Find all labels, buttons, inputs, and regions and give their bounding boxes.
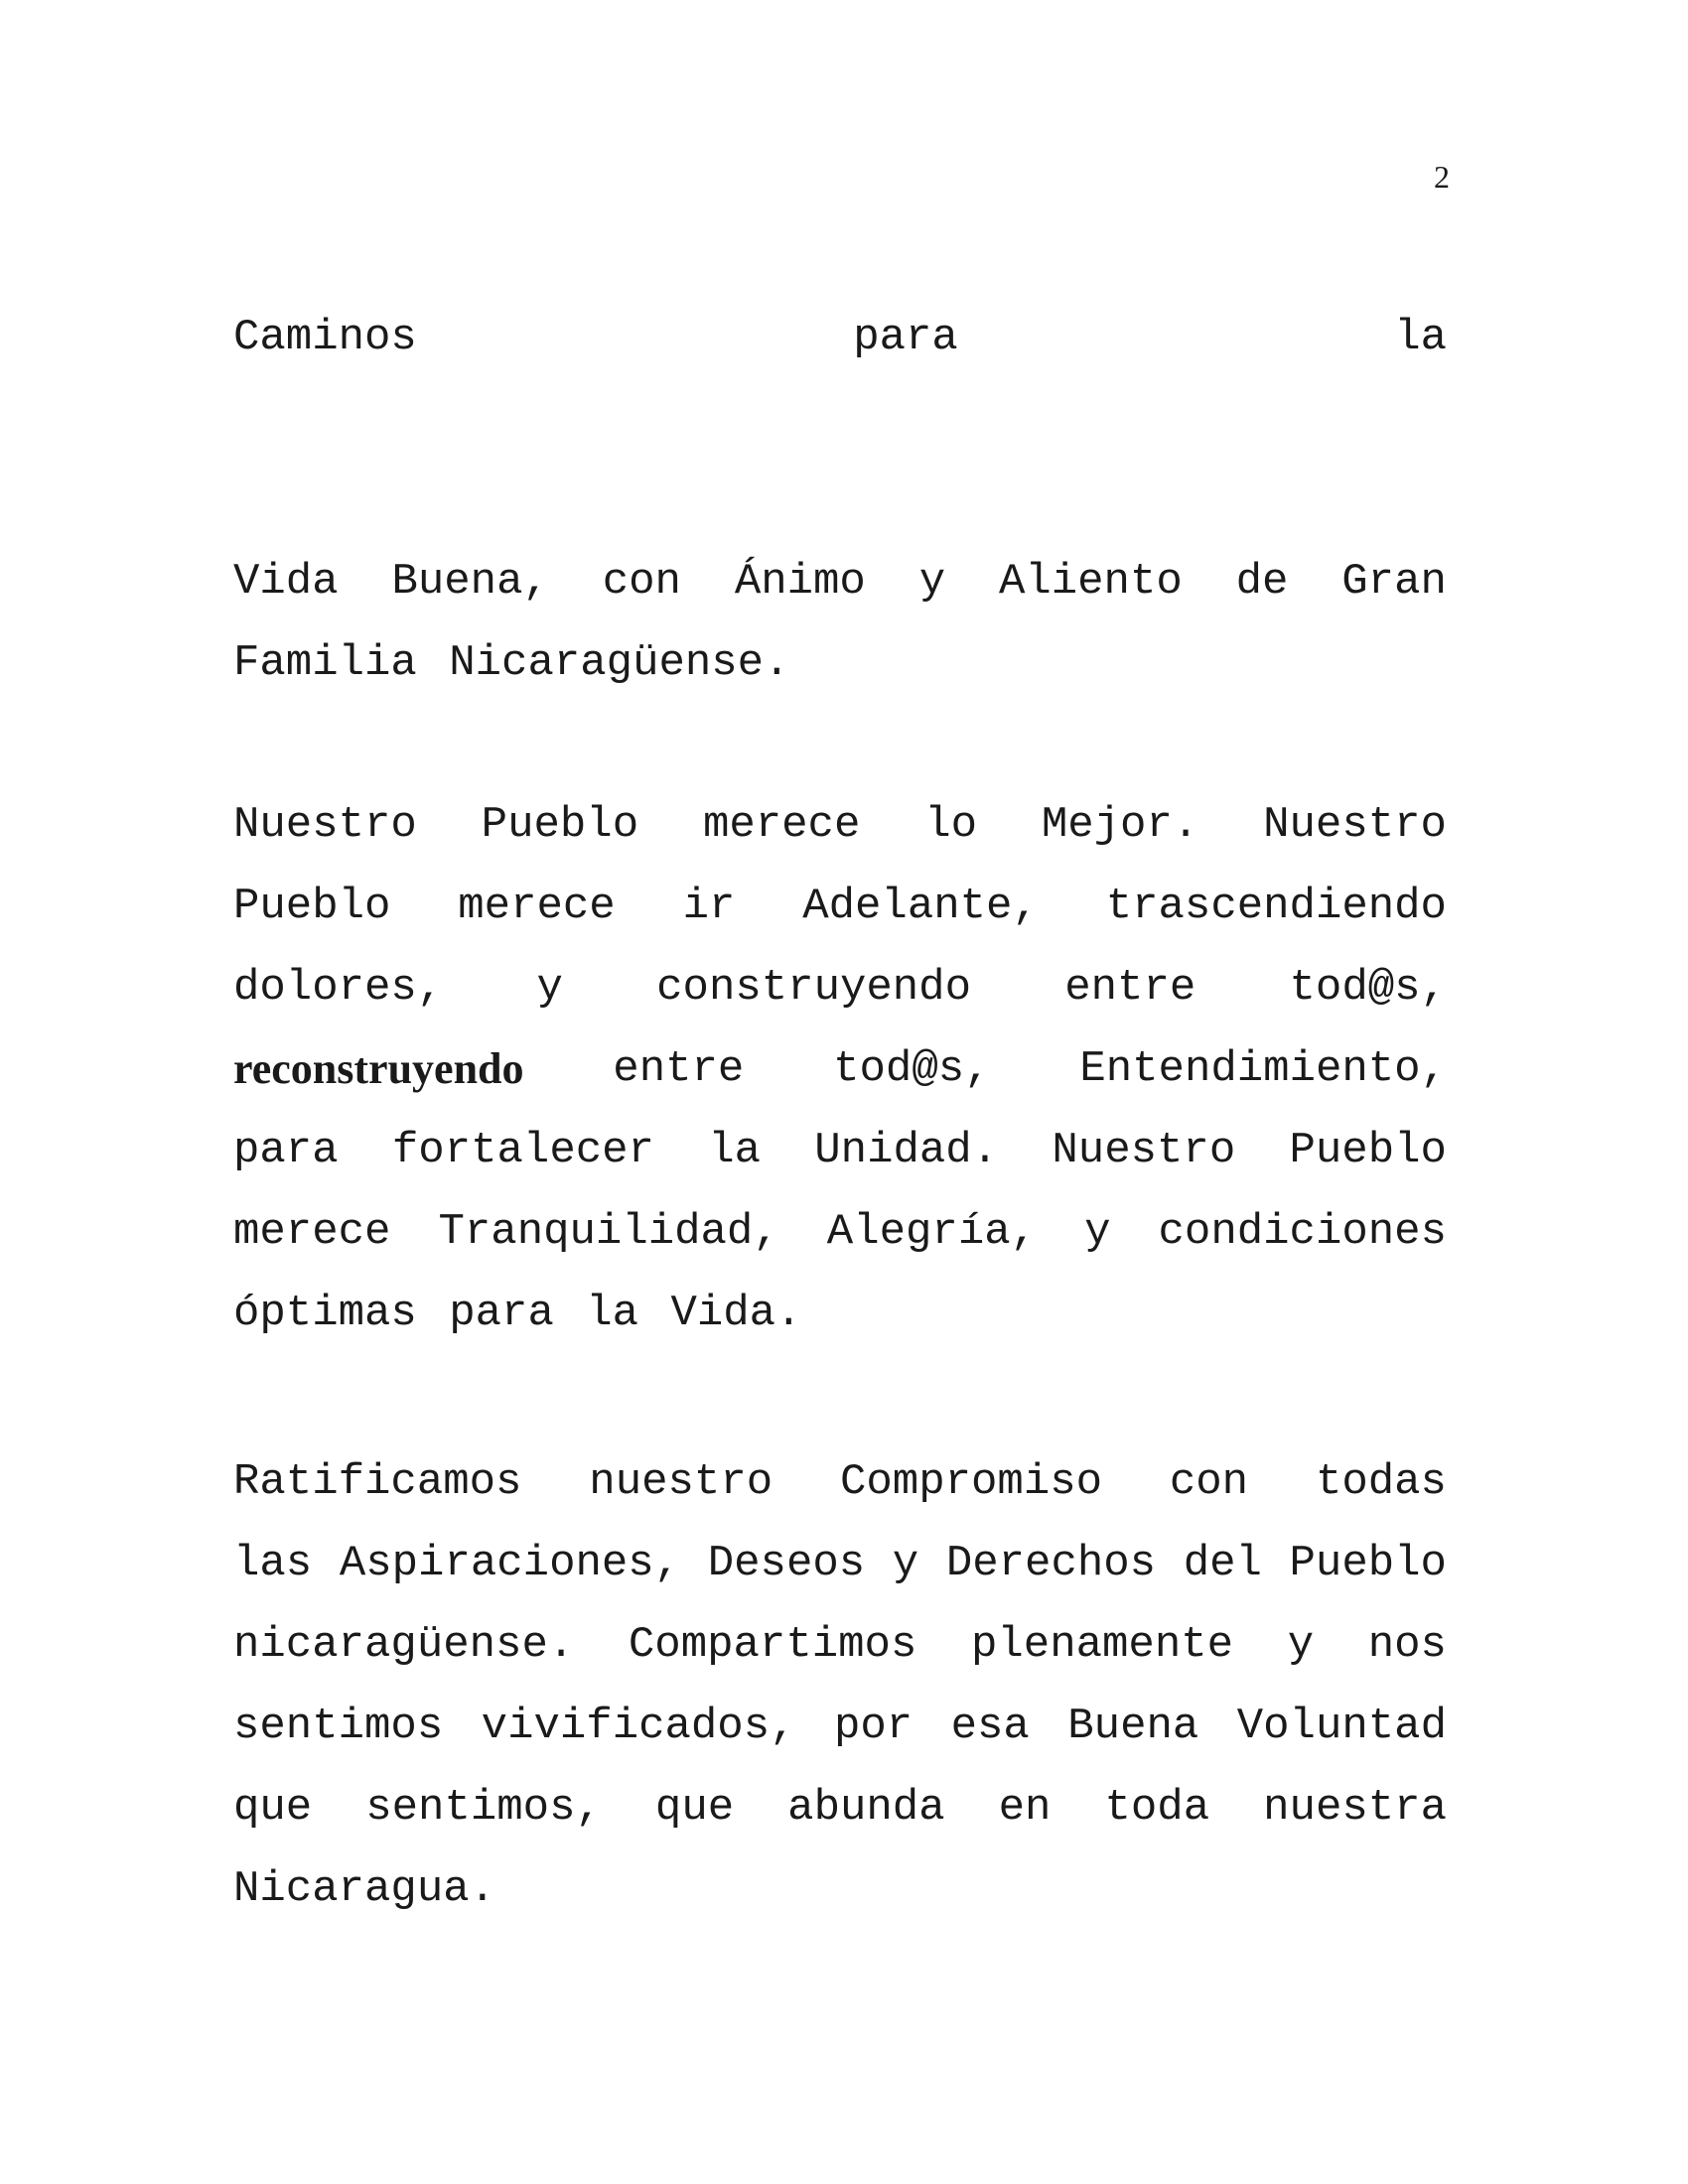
- word: Alegría,: [826, 1207, 1038, 1257]
- paragraph: [233, 784, 1447, 1354]
- text-line: [233, 1441, 1447, 1523]
- text-line: [233, 622, 1447, 704]
- word: Compartimos: [628, 1620, 917, 1670]
- text-line: [233, 541, 1447, 622]
- word: con: [602, 557, 681, 607]
- word: y: [1287, 1620, 1315, 1670]
- word: nuestro: [589, 1457, 774, 1507]
- line-text: óptimas para la Vida.: [233, 1289, 802, 1338]
- word: vivificados,: [481, 1702, 796, 1751]
- word: fortalecer: [391, 1126, 654, 1175]
- word: y: [536, 963, 563, 1013]
- text-line: [233, 1767, 1447, 1848]
- word: y: [918, 557, 946, 607]
- word: la: [708, 1126, 762, 1175]
- word: Adelante,: [802, 882, 1039, 931]
- word: por: [833, 1702, 914, 1751]
- word: merece: [458, 882, 616, 931]
- word: Ratificamos: [233, 1457, 522, 1507]
- heading-line: [233, 297, 1447, 378]
- word: Aspiraciones,: [339, 1539, 681, 1588]
- word: Ánimo: [734, 557, 866, 607]
- word: y: [892, 1539, 919, 1588]
- word: del: [1183, 1539, 1262, 1588]
- word: para: [853, 313, 958, 362]
- word: merece: [233, 1207, 391, 1257]
- word: Pueblo: [1289, 1126, 1447, 1175]
- word: tod@s,: [1289, 963, 1447, 1013]
- word: en: [998, 1783, 1052, 1833]
- word: Tranquilidad,: [438, 1207, 779, 1257]
- line-text: Nicaragua.: [233, 1864, 496, 1914]
- word: Entendimiento,: [1079, 1044, 1447, 1094]
- word: que: [233, 1783, 313, 1833]
- word: nicaragüense.: [233, 1620, 575, 1670]
- word: nos: [1367, 1620, 1447, 1670]
- text-line: [233, 947, 1447, 1028]
- word: Unidad.: [814, 1126, 999, 1175]
- word: lo: [924, 800, 978, 850]
- word: Aliento: [998, 557, 1183, 607]
- word: las: [233, 1539, 313, 1588]
- word: ir: [682, 882, 736, 931]
- word: Mejor.: [1041, 800, 1199, 850]
- word: Compromiso: [839, 1457, 1103, 1507]
- text-line: [233, 1273, 1447, 1354]
- text-line: [233, 1523, 1447, 1604]
- word: que: [654, 1783, 735, 1833]
- word: Derechos: [945, 1539, 1157, 1588]
- word: y: [1084, 1207, 1111, 1257]
- text-line: [233, 1848, 1447, 1930]
- word: Pueblo: [1289, 1539, 1447, 1588]
- word: construyendo: [656, 963, 971, 1013]
- text-line: [233, 1110, 1447, 1191]
- word: la: [1394, 313, 1447, 362]
- text-line: [233, 784, 1447, 866]
- word: Buena: [1067, 1702, 1199, 1751]
- paragraph: [233, 541, 1447, 704]
- text-line: [233, 1604, 1447, 1686]
- word: condiciones: [1158, 1207, 1447, 1257]
- word: Nuestro: [1263, 800, 1447, 850]
- word: esa: [950, 1702, 1030, 1751]
- word: Voluntad: [1236, 1702, 1447, 1751]
- word: entre: [613, 1044, 745, 1094]
- word: nuestra: [1263, 1783, 1447, 1833]
- word: para: [233, 1126, 339, 1175]
- text-line: [233, 866, 1447, 947]
- word: merece: [702, 800, 861, 850]
- word: todas: [1315, 1457, 1447, 1507]
- text-line: [233, 297, 1447, 378]
- word: Nuestro: [233, 800, 417, 850]
- word: abunda: [787, 1783, 945, 1833]
- word: Gran: [1341, 557, 1447, 607]
- word: Pueblo: [233, 882, 391, 931]
- word: toda: [1104, 1783, 1210, 1833]
- word: Buena,: [391, 557, 549, 607]
- bold-word: reconstruyendo: [233, 1044, 524, 1093]
- word: de: [1235, 557, 1289, 607]
- word: sentimos: [233, 1702, 444, 1751]
- word: Nuestro: [1052, 1126, 1236, 1175]
- word: Pueblo: [481, 800, 639, 850]
- word: plenamente: [971, 1620, 1234, 1670]
- word: dolores,: [233, 963, 444, 1013]
- word: Caminos: [233, 313, 417, 362]
- word: trascendiendo: [1105, 882, 1447, 931]
- word: entre: [1064, 963, 1196, 1013]
- word: Vida: [233, 557, 339, 607]
- line-text: Familia Nicaragüense.: [233, 638, 790, 688]
- word: con: [1169, 1457, 1249, 1507]
- word: tod@s,: [833, 1044, 991, 1094]
- word: Deseos: [707, 1539, 866, 1588]
- word: sentimos,: [365, 1783, 602, 1833]
- text-line: [233, 1028, 1447, 1110]
- page-number: 2: [1434, 159, 1450, 195]
- text-line: [233, 1191, 1447, 1273]
- paragraph: [233, 1441, 1447, 1930]
- text-line: [233, 1686, 1447, 1767]
